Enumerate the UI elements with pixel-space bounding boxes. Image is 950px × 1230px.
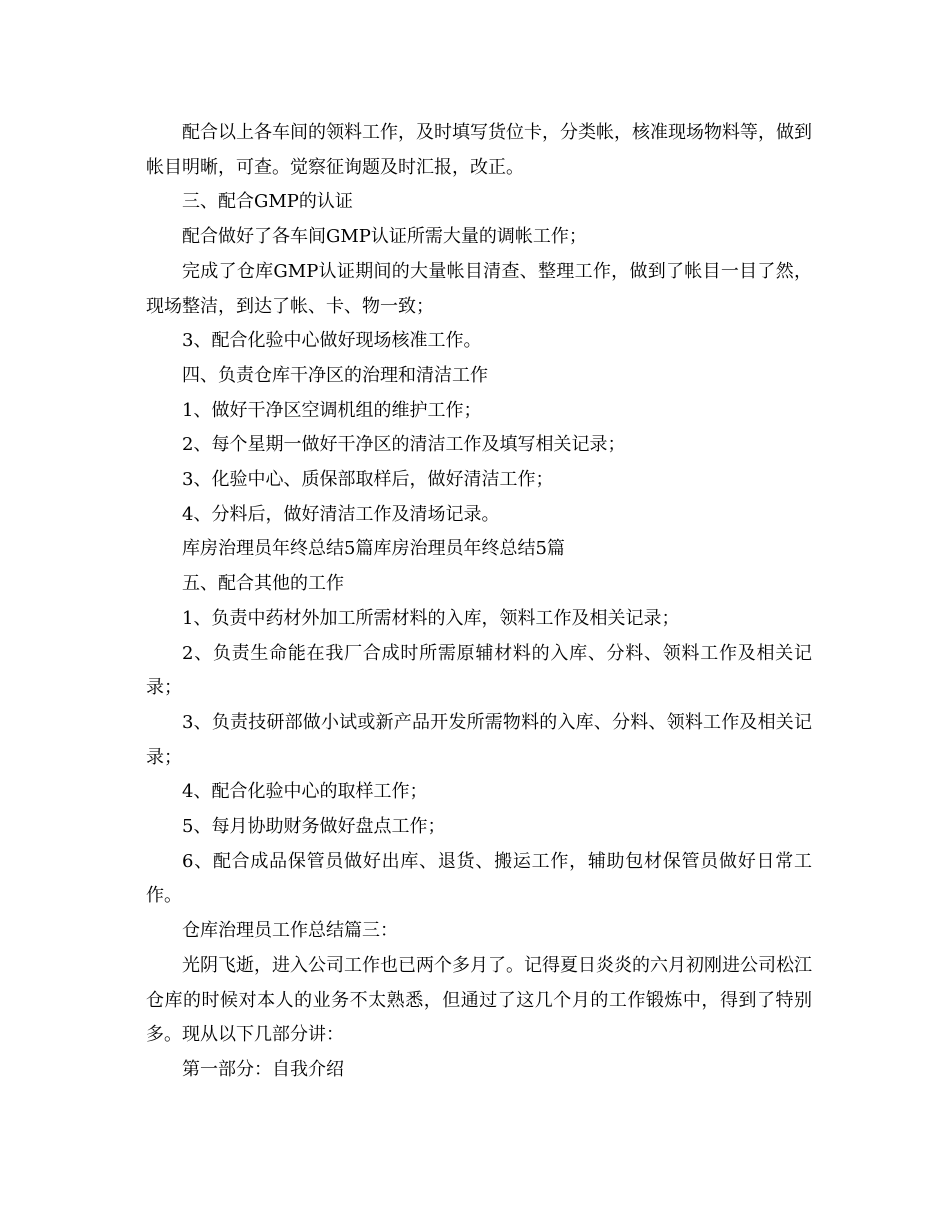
paragraph: 库房治理员年终总结5篇库房治理员年终总结5篇 [182, 538, 565, 560]
paragraph: 配合以上各车间的领料工作，及时填写货位卡，分类帐，核准现场物料等，做到帐目明晰，可查。觉察征询题及时汇报，改正。 [146, 122, 812, 178]
section-heading: 仓库治理员工作总结篇三： [182, 920, 398, 942]
section-heading: 第一部分：自我介绍 [182, 1058, 344, 1080]
list-item: 3、化验中心、质保部取样后，做好清洁工作； [182, 469, 554, 491]
list-item: 4、配合化验中心的取样工作； [182, 781, 428, 803]
paragraph: 完成了仓库GMP认证期间的大量帐目清查、整理工作，做到了帐目一目了然，现场整洁，到达了帐、卡、物一致； [146, 260, 812, 317]
paragraph: 光阴飞逝，进入公司工作也已两个多月了。记得夏日炎炎的六月初刚进公司松江仓库的时候对本人的业务不太熟悉，但通过了这几个月的工作锻炼中，得到了特别多。现从以下几部分讲： [146, 954, 812, 1046]
list-item: 5、每月协助财务做好盘点工作； [182, 816, 446, 838]
section-heading: 三、配合GMP的认证 [182, 191, 353, 213]
list-item: 3、配合化验中心做好现场核准工作。 [182, 330, 482, 352]
list-item: 1、负责中药材外加工所需材料的入库，领料工作及相关记录； [182, 607, 680, 629]
list-item: 6、配合成品保管员做好出库、退货、搬运工作，辅助包材保管员做好日常工作。 [146, 850, 812, 907]
list-item: 3、负责技研部做小试或新产品开发所需物料的入库、分料、领料工作及相关记录； [146, 711, 812, 768]
section-heading: 五、配合其他的工作 [182, 573, 344, 595]
document-body [146, 116, 812, 1088]
list-item: 2、每个星期一做好干净区的清洁工作及填写相关记录； [182, 434, 626, 456]
paragraph: 配合做好了各车间GMP认证所需大量的调帐工作； [182, 226, 587, 248]
list-item: 2、负责生命能在我厂合成时所需原辅材料的入库、分料、领料工作及相关记录； [146, 642, 812, 699]
list-item: 4、分料后，做好清洁工作及清场记录。 [182, 503, 500, 525]
list-item: 1、做好干净区空调机组的维护工作； [182, 399, 482, 421]
section-heading: 四、负责仓库干净区的治理和清洁工作 [182, 364, 488, 386]
